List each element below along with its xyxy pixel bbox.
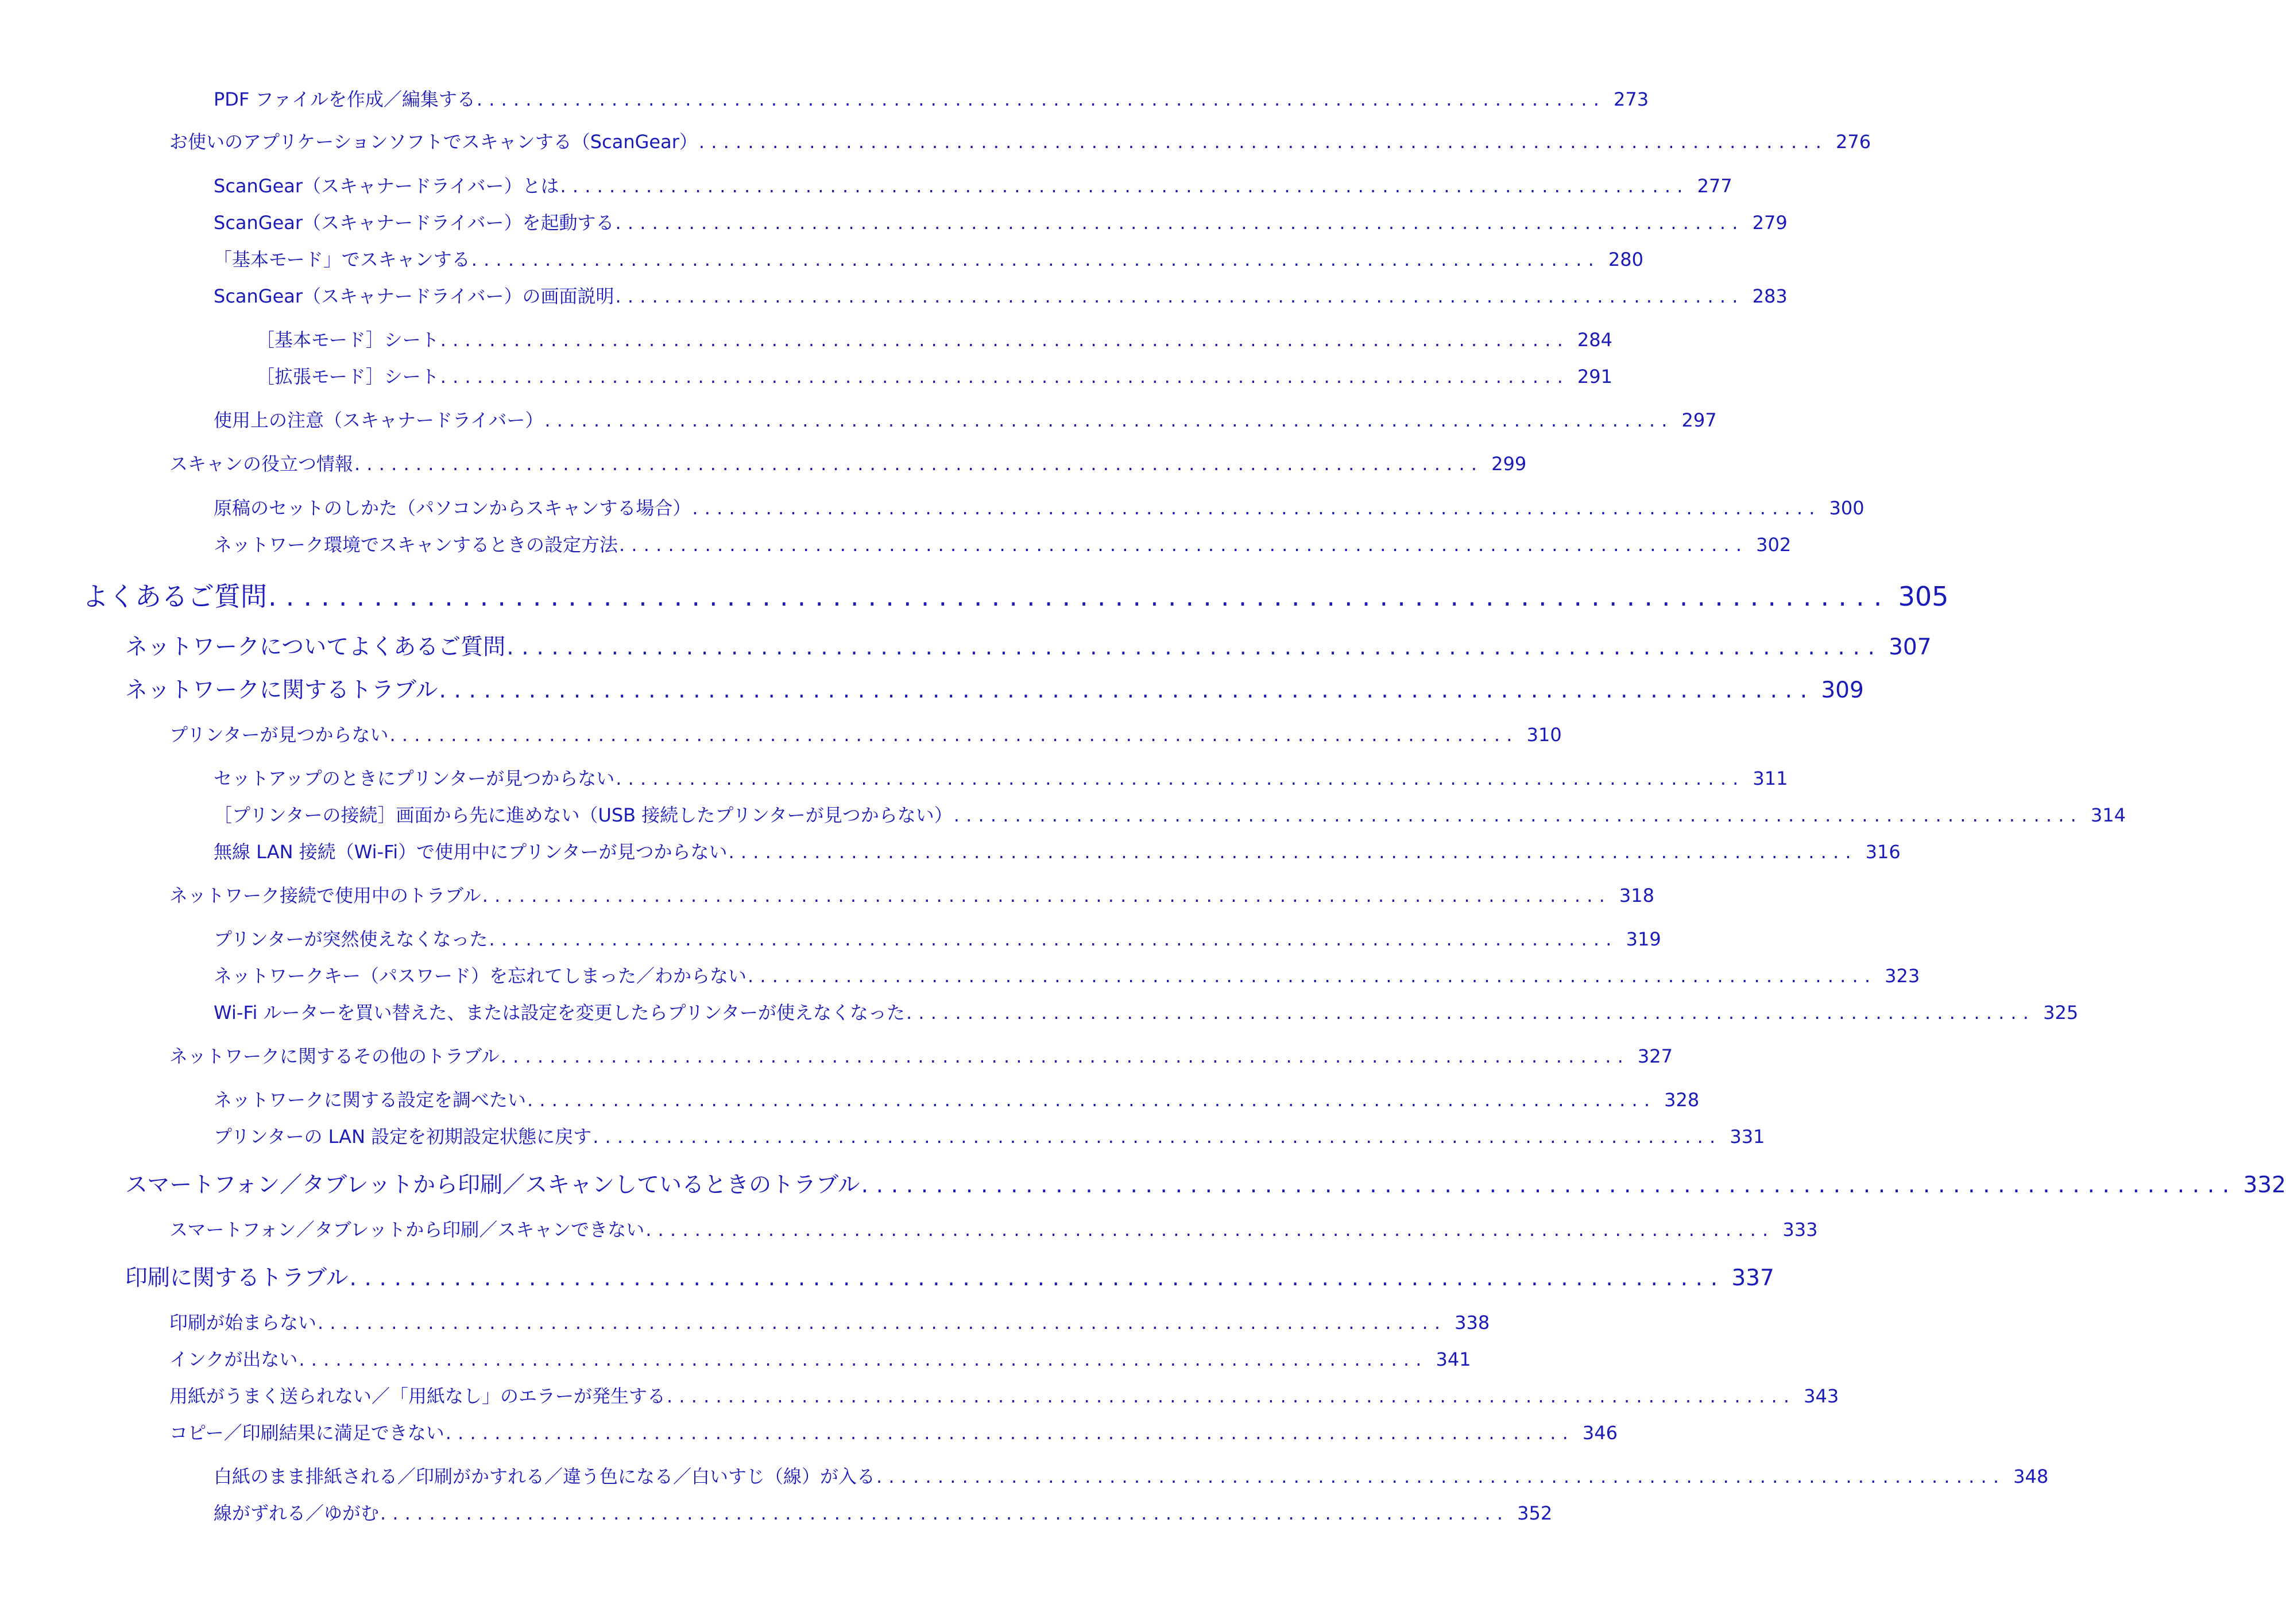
toc-entry-page: 299 [1491, 453, 1527, 475]
dot-leader: ............................................................................................ [615, 285, 1745, 307]
dot-leader: ............................................................................................ [616, 768, 1745, 789]
toc-entry-title: ネットワークに関するトラブル [125, 677, 438, 703]
toc-entry-page: 302 [1756, 534, 1792, 556]
toc-entry-title: セットアップのときにプリンターが見つからない [214, 768, 615, 789]
toc-entry-title: ネットワークキー（パスワード）を忘れてしまった／わからない [214, 965, 747, 987]
toc-entry-page: 343 [1804, 1385, 1839, 1407]
toc-entry-page: 318 [1619, 885, 1654, 906]
dot-leader: ............................................................................................ [692, 497, 1821, 519]
toc-entry[interactable] [169, 127, 1871, 154]
toc-entry[interactable] [169, 881, 1654, 908]
toc-entry-title: 「基本モード」でスキャンする [214, 249, 470, 270]
toc-entry-title: ネットワーク接続で使用中のトラブル [169, 885, 481, 906]
dot-leader: ............................................................................................ [748, 965, 1877, 987]
dot-leader: ............................................................................................ [354, 453, 1484, 475]
toc-entry[interactable] [214, 925, 1661, 951]
toc-entry-page: 333 [1782, 1219, 1818, 1241]
toc-entry-page: 332 [2243, 1172, 2286, 1198]
toc-entry-title: プリンターの LAN 設定を初期設定状態に戻す [214, 1126, 592, 1148]
dot-leader: ............................................................................................ [349, 1265, 1726, 1291]
toc-entry-title: ScanGear（スキャナードライバー）の画面説明 [214, 285, 614, 307]
toc-entry-page: 348 [2013, 1466, 2049, 1487]
dot-leader: ............................................................................................ [318, 1312, 1447, 1334]
dot-leader: ............................................................................................ [667, 1385, 1796, 1407]
dot-leader: ............................................................................................ [506, 634, 1883, 660]
toc-entry-page: 352 [1517, 1502, 1553, 1524]
toc-entry[interactable] [125, 672, 1864, 704]
toc-entry-page: 276 [1836, 131, 1871, 153]
toc-entry[interactable] [169, 720, 1562, 747]
toc-entry[interactable] [82, 576, 1949, 614]
dot-leader: ............................................................................................ [482, 885, 1611, 906]
toc-entry-page: 328 [1664, 1089, 1700, 1111]
toc-entry-title: スマートフォン／タブレットから印刷／スキャンできない [169, 1219, 645, 1241]
toc-entry-page: 337 [1731, 1265, 1774, 1291]
toc-entry[interactable] [256, 325, 1612, 352]
toc-entry[interactable] [214, 1086, 1700, 1112]
dot-leader: ............................................................................................ [500, 1045, 1630, 1067]
toc-entry-title: PDF ファイルを作成／編集する [214, 88, 475, 110]
toc-entry-page: 319 [1626, 928, 1661, 950]
dot-leader: ............................................................................................ [861, 1172, 2237, 1198]
toc-entry[interactable] [169, 1382, 1839, 1408]
toc-entry[interactable] [169, 1042, 1673, 1068]
toc-entry[interactable] [214, 530, 1792, 557]
toc-entry-page: 311 [1753, 768, 1788, 789]
toc-entry[interactable] [214, 406, 1717, 432]
toc-entry-title: プリンターが突然使えなくなった [214, 928, 488, 950]
toc-entry[interactable] [214, 245, 1643, 272]
toc-entry-page: 325 [2043, 1002, 2079, 1024]
toc-entry-page: 310 [1526, 724, 1562, 746]
toc-entry-page: 314 [2090, 804, 2126, 826]
dot-leader: ............................................................................................ [698, 131, 1828, 153]
toc-entry[interactable] [125, 1167, 2286, 1199]
dot-leader: ............................................................................................ [645, 1219, 1775, 1241]
toc-entry-title: 原稿のセットのしかた（パソコンからスキャンする場合） [214, 497, 691, 519]
toc-entry[interactable] [256, 362, 1612, 389]
toc-entry[interactable] [214, 1499, 1553, 1525]
dot-leader: ............................................................................................ [728, 841, 1858, 863]
dot-leader: ............................................................................................ [380, 1502, 1510, 1524]
toc-entry-title: 無線 LAN 接続（Wi-Fi）で使用中にプリンターが見つからない [214, 841, 728, 863]
dot-leader: ............................................................................................ [440, 329, 1569, 351]
toc-entry-page: 283 [1752, 285, 1788, 307]
toc-entry[interactable] [169, 1345, 1471, 1371]
toc-entry[interactable] [214, 838, 1901, 864]
dot-leader: ............................................................................................ [615, 212, 1745, 234]
toc-entry-page: 279 [1752, 212, 1788, 234]
dot-leader: ............................................................................................ [389, 724, 1519, 746]
toc-entry[interactable] [214, 801, 2126, 827]
toc-entry-page: 309 [1821, 677, 1864, 703]
toc-entry-page: 327 [1637, 1045, 1673, 1067]
toc-entry[interactable] [214, 208, 1788, 235]
toc-entry-page: 277 [1697, 175, 1732, 197]
toc-entry-title: コピー／印刷結果に満足できない [169, 1422, 444, 1444]
toc-entry-title: ［プリンターの接続］画面から先に進めない（USB 接続したプリンターが見つからない） [214, 804, 953, 826]
toc-entry-page: 346 [1582, 1422, 1618, 1444]
toc-entry-page: 300 [1829, 497, 1865, 519]
toc-entry-title: スマートフォン／タブレットから印刷／スキャンしているときのトラブル [125, 1172, 860, 1198]
toc-entry-page: 284 [1577, 329, 1612, 351]
dot-leader: ............................................................................................ [876, 1466, 2006, 1487]
toc-entry-page: 331 [1730, 1126, 1765, 1148]
toc-entry[interactable] [214, 764, 1788, 790]
toc-entry-page: 307 [1889, 634, 1932, 660]
toc-entry-title: よくあるご質問 [82, 581, 267, 612]
toc-entry-page: 273 [1614, 88, 1649, 110]
toc-entry[interactable] [214, 85, 1649, 111]
toc-entry[interactable] [169, 449, 1527, 476]
toc-entry-page: 338 [1455, 1312, 1490, 1334]
toc-entry[interactable] [214, 998, 2079, 1025]
toc-entry-page: 323 [1885, 965, 1920, 987]
toc-entry-page: 297 [1681, 409, 1717, 431]
dot-leader: ............................................................................................ [445, 1422, 1575, 1444]
toc-entry-title: スキャンの役立つ情報 [169, 453, 354, 475]
dot-leader: ............................................................................................ [268, 581, 1892, 612]
toc-entry-title: ネットワーク環境でスキャンするときの設定方法 [214, 534, 618, 556]
dot-leader: ............................................................................................ [953, 804, 2083, 826]
toc-entry-title: ネットワークに関するその他のトラブル [169, 1045, 500, 1067]
toc-entry[interactable] [214, 494, 1865, 520]
toc-entry-title: ［拡張モード］シート [256, 366, 439, 387]
toc-entry-title: Wi-Fi ルーターを買い替えた、または設定を変更したらプリンターが使えなくなった [214, 1002, 905, 1024]
dot-leader: ............................................................................................ [544, 409, 1674, 431]
dot-leader: ............................................................................................ [471, 249, 1600, 270]
toc-entry[interactable] [214, 282, 1788, 308]
toc-entry-page: 291 [1577, 366, 1612, 387]
toc-entry-title: 線がずれる／ゆがむ [214, 1502, 380, 1524]
dot-leader: ............................................................................................ [906, 1002, 2036, 1024]
toc-entry[interactable] [169, 1215, 1818, 1242]
dot-leader: ............................................................................................ [527, 1089, 1657, 1111]
toc-entry[interactable] [125, 1260, 1774, 1292]
dot-leader: ............................................................................................ [299, 1348, 1428, 1370]
toc-entry-title: 使用上の注意（スキャナードライバー） [214, 409, 544, 431]
toc-entry-title: 印刷に関するトラブル [125, 1265, 349, 1291]
toc-entry[interactable] [214, 962, 1920, 988]
toc-entry-title: お使いのアプリケーションソフトでスキャンする（ScanGear） [169, 131, 698, 153]
toc-entry[interactable] [125, 629, 1932, 661]
dot-leader: ............................................................................................ [476, 88, 1606, 110]
dot-leader: ............................................................................................ [619, 534, 1749, 556]
dot-leader: ............................................................................................ [560, 175, 1689, 197]
toc-entry[interactable] [214, 172, 1732, 198]
toc-entry[interactable] [214, 1122, 1765, 1149]
toc-entry[interactable] [214, 1462, 2049, 1489]
toc-entry-title: 用紙がうまく送られない／「用紙なし」のエラーが発生する [169, 1385, 666, 1407]
toc-entry-title: ScanGear（スキャナードライバー）とは [214, 175, 559, 197]
toc-entry-page: 305 [1898, 581, 1949, 612]
toc-entry-page: 316 [1865, 841, 1901, 863]
dot-leader: ............................................................................................ [439, 677, 1815, 703]
dot-leader: ............................................................................................ [489, 928, 1618, 950]
toc-entry-page: 280 [1608, 249, 1643, 270]
toc-entry-title: ［基本モード］シート [256, 329, 439, 351]
dot-leader: ............................................................................................ [593, 1126, 1722, 1148]
toc-entry-title: 白紙のまま排紙される／印刷がかすれる／違う色になる／白いすじ（線）が入る [214, 1466, 876, 1487]
toc-entry-title: ネットワークに関する設定を調べたい [214, 1089, 527, 1111]
toc-entry[interactable] [169, 1308, 1490, 1335]
toc-entry-title: ScanGear（スキャナードライバー）を起動する [214, 212, 614, 234]
toc-entry-page: 341 [1436, 1348, 1471, 1370]
toc-entry-title: ネットワークについてよくあるご質問 [125, 634, 506, 660]
dot-leader: ............................................................................................ [440, 366, 1569, 387]
toc-entry[interactable] [169, 1418, 1618, 1445]
toc-entry-title: インクが出ない [169, 1348, 298, 1370]
toc-entry-title: 印刷が始まらない [169, 1312, 317, 1334]
toc-entry-title: プリンターが見つからない [169, 724, 389, 746]
